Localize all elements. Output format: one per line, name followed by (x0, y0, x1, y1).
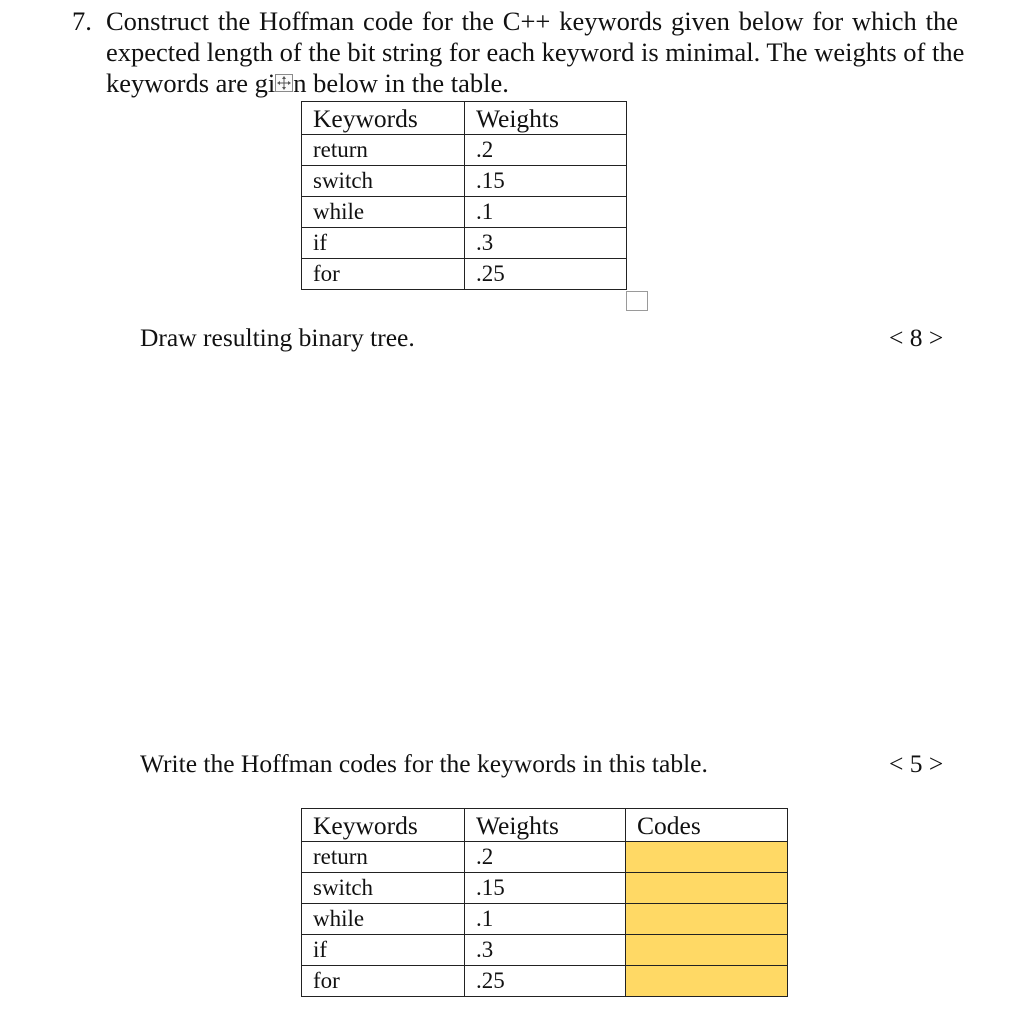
table-header-row (302, 102, 627, 135)
table-row (302, 197, 627, 228)
table-row (302, 135, 627, 166)
table-row (302, 166, 627, 197)
code-input-cell[interactable] (626, 842, 788, 873)
table-row (302, 904, 788, 935)
question-line-3-suffix: n below in the table. (293, 68, 509, 98)
keyword-cell: switch (302, 166, 465, 197)
keyword-cell: if (302, 935, 465, 966)
table-row (302, 842, 788, 873)
code-input-cell[interactable] (626, 935, 788, 966)
table-row (302, 966, 788, 997)
resize-handle-icon[interactable] (626, 291, 648, 311)
part-a-marks: < 8 > (889, 323, 944, 352)
table-row (302, 935, 788, 966)
weight-cell: .2 (465, 135, 627, 166)
weight-cell: .3 (465, 228, 627, 259)
table-row (302, 228, 627, 259)
weight-cell: .1 (465, 904, 626, 935)
header-weights: Weights (465, 102, 627, 135)
keyword-cell: if (302, 228, 465, 259)
keyword-cell: while (302, 197, 465, 228)
keyword-cell: return (302, 842, 465, 873)
header-codes: Codes (626, 809, 788, 842)
codes-table (301, 808, 788, 997)
header-keywords: Keywords (302, 809, 465, 842)
question-line-2: expected length of the bit string for each keyword is minimal. The weights of the (106, 37, 965, 67)
weight-cell: .3 (465, 935, 626, 966)
header-weights: Weights (465, 809, 626, 842)
weight-cell: .25 (465, 259, 627, 290)
weight-cell: .1 (465, 197, 627, 228)
table-row (302, 873, 788, 904)
code-input-cell[interactable] (626, 966, 788, 997)
keyword-cell: switch (302, 873, 465, 904)
table-row (302, 259, 627, 290)
weights-table (301, 101, 627, 290)
keyword-cell: while (302, 904, 465, 935)
part-b-instruction: Write the Hoffman codes for the keywords in this table. (140, 749, 708, 778)
part-a-instruction: Draw resulting binary tree. (140, 323, 415, 352)
keyword-cell: for (302, 966, 465, 997)
keyword-cell: return (302, 135, 465, 166)
weight-cell: .15 (465, 873, 626, 904)
question-line-3-prefix: keywords are gi (106, 68, 276, 98)
code-input-cell[interactable] (626, 904, 788, 935)
question-line-3 (106, 68, 509, 99)
keyword-cell: for (302, 259, 465, 290)
table-header-row (302, 809, 788, 842)
weight-cell: .2 (465, 842, 626, 873)
weight-cell: .15 (465, 166, 627, 197)
move-arrows-icon[interactable] (275, 74, 293, 92)
header-keywords: Keywords (302, 102, 465, 135)
question-line-1: Construct the Hoffman code for the C++ keywords given below for which the (106, 6, 958, 36)
weight-cell: .25 (465, 966, 626, 997)
part-b-marks: < 5 > (889, 749, 944, 778)
question-number: 7. (72, 6, 92, 36)
code-input-cell[interactable] (626, 873, 788, 904)
